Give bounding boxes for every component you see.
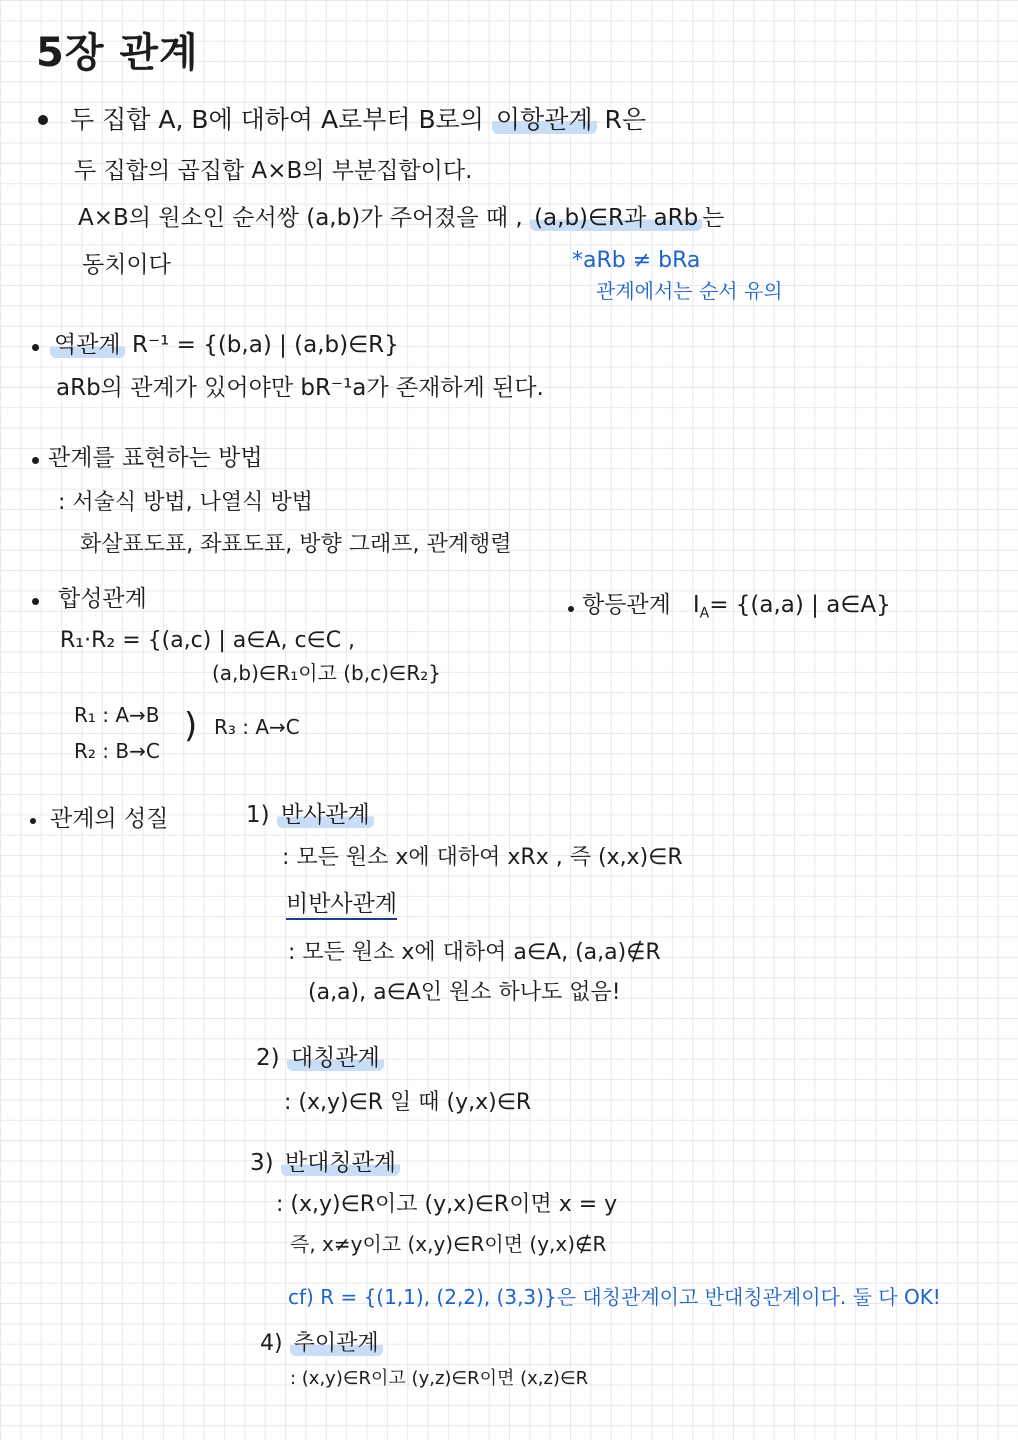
irreflexive-desc1: : 모든 원소 x에 대하여 a∈A, (a,a)∉R: [288, 940, 661, 965]
line1-pre: 두 집합 A, B에 대하여 A로부터 B로의: [70, 105, 492, 134]
inverse-relation-line1: [50, 332, 399, 358]
representation-heading: 관계를 표현하는 방법: [48, 445, 263, 471]
antisymmetric-desc2: 즉, x≠y이고 (x,y)∈R이면 (y,x)∉R: [290, 1232, 607, 1256]
antisymmetric-title: 반대칭관계: [281, 1150, 400, 1176]
binary-relation-line3: [78, 205, 724, 231]
identity-subscript: A: [699, 605, 710, 622]
composite-r1: R₁ : A→B: [74, 703, 160, 727]
symmetric-desc: : (x,y)∈R 일 때 (y,x)∈R: [284, 1090, 532, 1115]
reflexive-desc: : 모든 원소 x에 대하여 xRx , 즉 (x,x)∈R: [282, 845, 683, 870]
inverse-relation-line2: aRb의 관계가 있어야만 bR⁻¹a가 존재하게 된다.: [56, 375, 544, 401]
symmetric-title: 대칭관계: [287, 1045, 384, 1071]
binary-relation-term: 이항관계: [492, 105, 597, 134]
identity-heading: 항등관계: [582, 592, 671, 618]
transitive-number: 4): [260, 1331, 283, 1356]
reflexive-number: 1): [246, 802, 270, 828]
composite-formula-line2: (a,b)∈R₁이고 (b,c)∈R₂}: [212, 661, 441, 685]
composite-formula-line1: R₁·R₂ = {(a,c) | a∈A, c∈C ,: [60, 628, 356, 653]
irreflexive-desc2: (a,a), a∈A인 원소 하나도 없음!: [308, 980, 621, 1005]
composite-r2: R₂ : B→C: [74, 739, 160, 763]
transitive-desc: : (x,y)∈R이고 (y,z)∈R이면 (x,z)∈R: [290, 1368, 589, 1389]
reflexive-title: 반사관계: [277, 802, 374, 828]
bullet-dot: [32, 457, 39, 464]
bullet-dot: [32, 344, 39, 351]
bullet-dot: [568, 606, 574, 612]
identity-symbol: I: [692, 592, 700, 618]
transitive-title: 추이관계: [290, 1331, 383, 1356]
antisymmetric-title-row: [250, 1150, 400, 1176]
equivalence-highlight: (a,b)∈R과 aRb: [530, 205, 702, 231]
antisymmetric-number: 3): [250, 1150, 274, 1176]
identity-relation: [582, 592, 891, 622]
inverse-relation-formula: R⁻¹ = {(b,a) | (a,b)∈R}: [124, 332, 399, 358]
line1-post: R은: [596, 105, 646, 134]
representation-line1: : 서술식 방법, 나열식 방법: [58, 490, 313, 515]
properties-heading: 관계의 성질: [50, 806, 169, 832]
antisymmetric-example: cf) R = {(1,1), (2,2), (3,3)}은 대칭관계이고 반대칭관계이다. 둘 다 OK!: [288, 1285, 941, 1309]
inverse-relation-term: 역관계: [50, 332, 125, 358]
identity-formula: = {(a,a) | a∈A}: [709, 592, 891, 618]
symmetric-number: 2): [256, 1045, 280, 1071]
order-note-formula: *aRb ≠ bRa: [572, 248, 701, 273]
binary-relation-line4: 동치이다: [82, 252, 171, 278]
bullet-dot: [32, 598, 39, 605]
reflexive-title-row: [246, 802, 374, 828]
binary-relation-line1: [70, 106, 646, 135]
representation-line2: 화살표도표, 좌표도표, 방향 그래프, 관계행렬: [80, 532, 512, 557]
order-note-text: 관계에서는 순서 유의: [596, 279, 783, 303]
irreflexive-title-row: [286, 891, 397, 917]
binary-relation-line2: 두 집합의 곱집합 A×B의 부분집합이다.: [74, 158, 473, 184]
transitive-title-row: [260, 1331, 383, 1356]
composite-r3: R₃ : A→C: [214, 715, 300, 739]
page-title: 5장 관계: [36, 30, 199, 76]
bullet-dot: [30, 818, 36, 824]
line3-pre: A×B의 원소인 순서쌍 (a,b)가 주어졌을 때 ,: [78, 205, 531, 231]
line3-post: 는: [702, 205, 725, 231]
irreflexive-title: 비반사관계: [286, 891, 397, 920]
closing-parenthesis: ): [184, 706, 198, 746]
antisymmetric-desc1: : (x,y)∈R이고 (y,x)∈R이면 x = y: [276, 1192, 618, 1217]
composite-heading: 합성관계: [58, 586, 147, 612]
symmetric-title-row: [256, 1045, 384, 1071]
bullet-dot: [38, 115, 48, 125]
